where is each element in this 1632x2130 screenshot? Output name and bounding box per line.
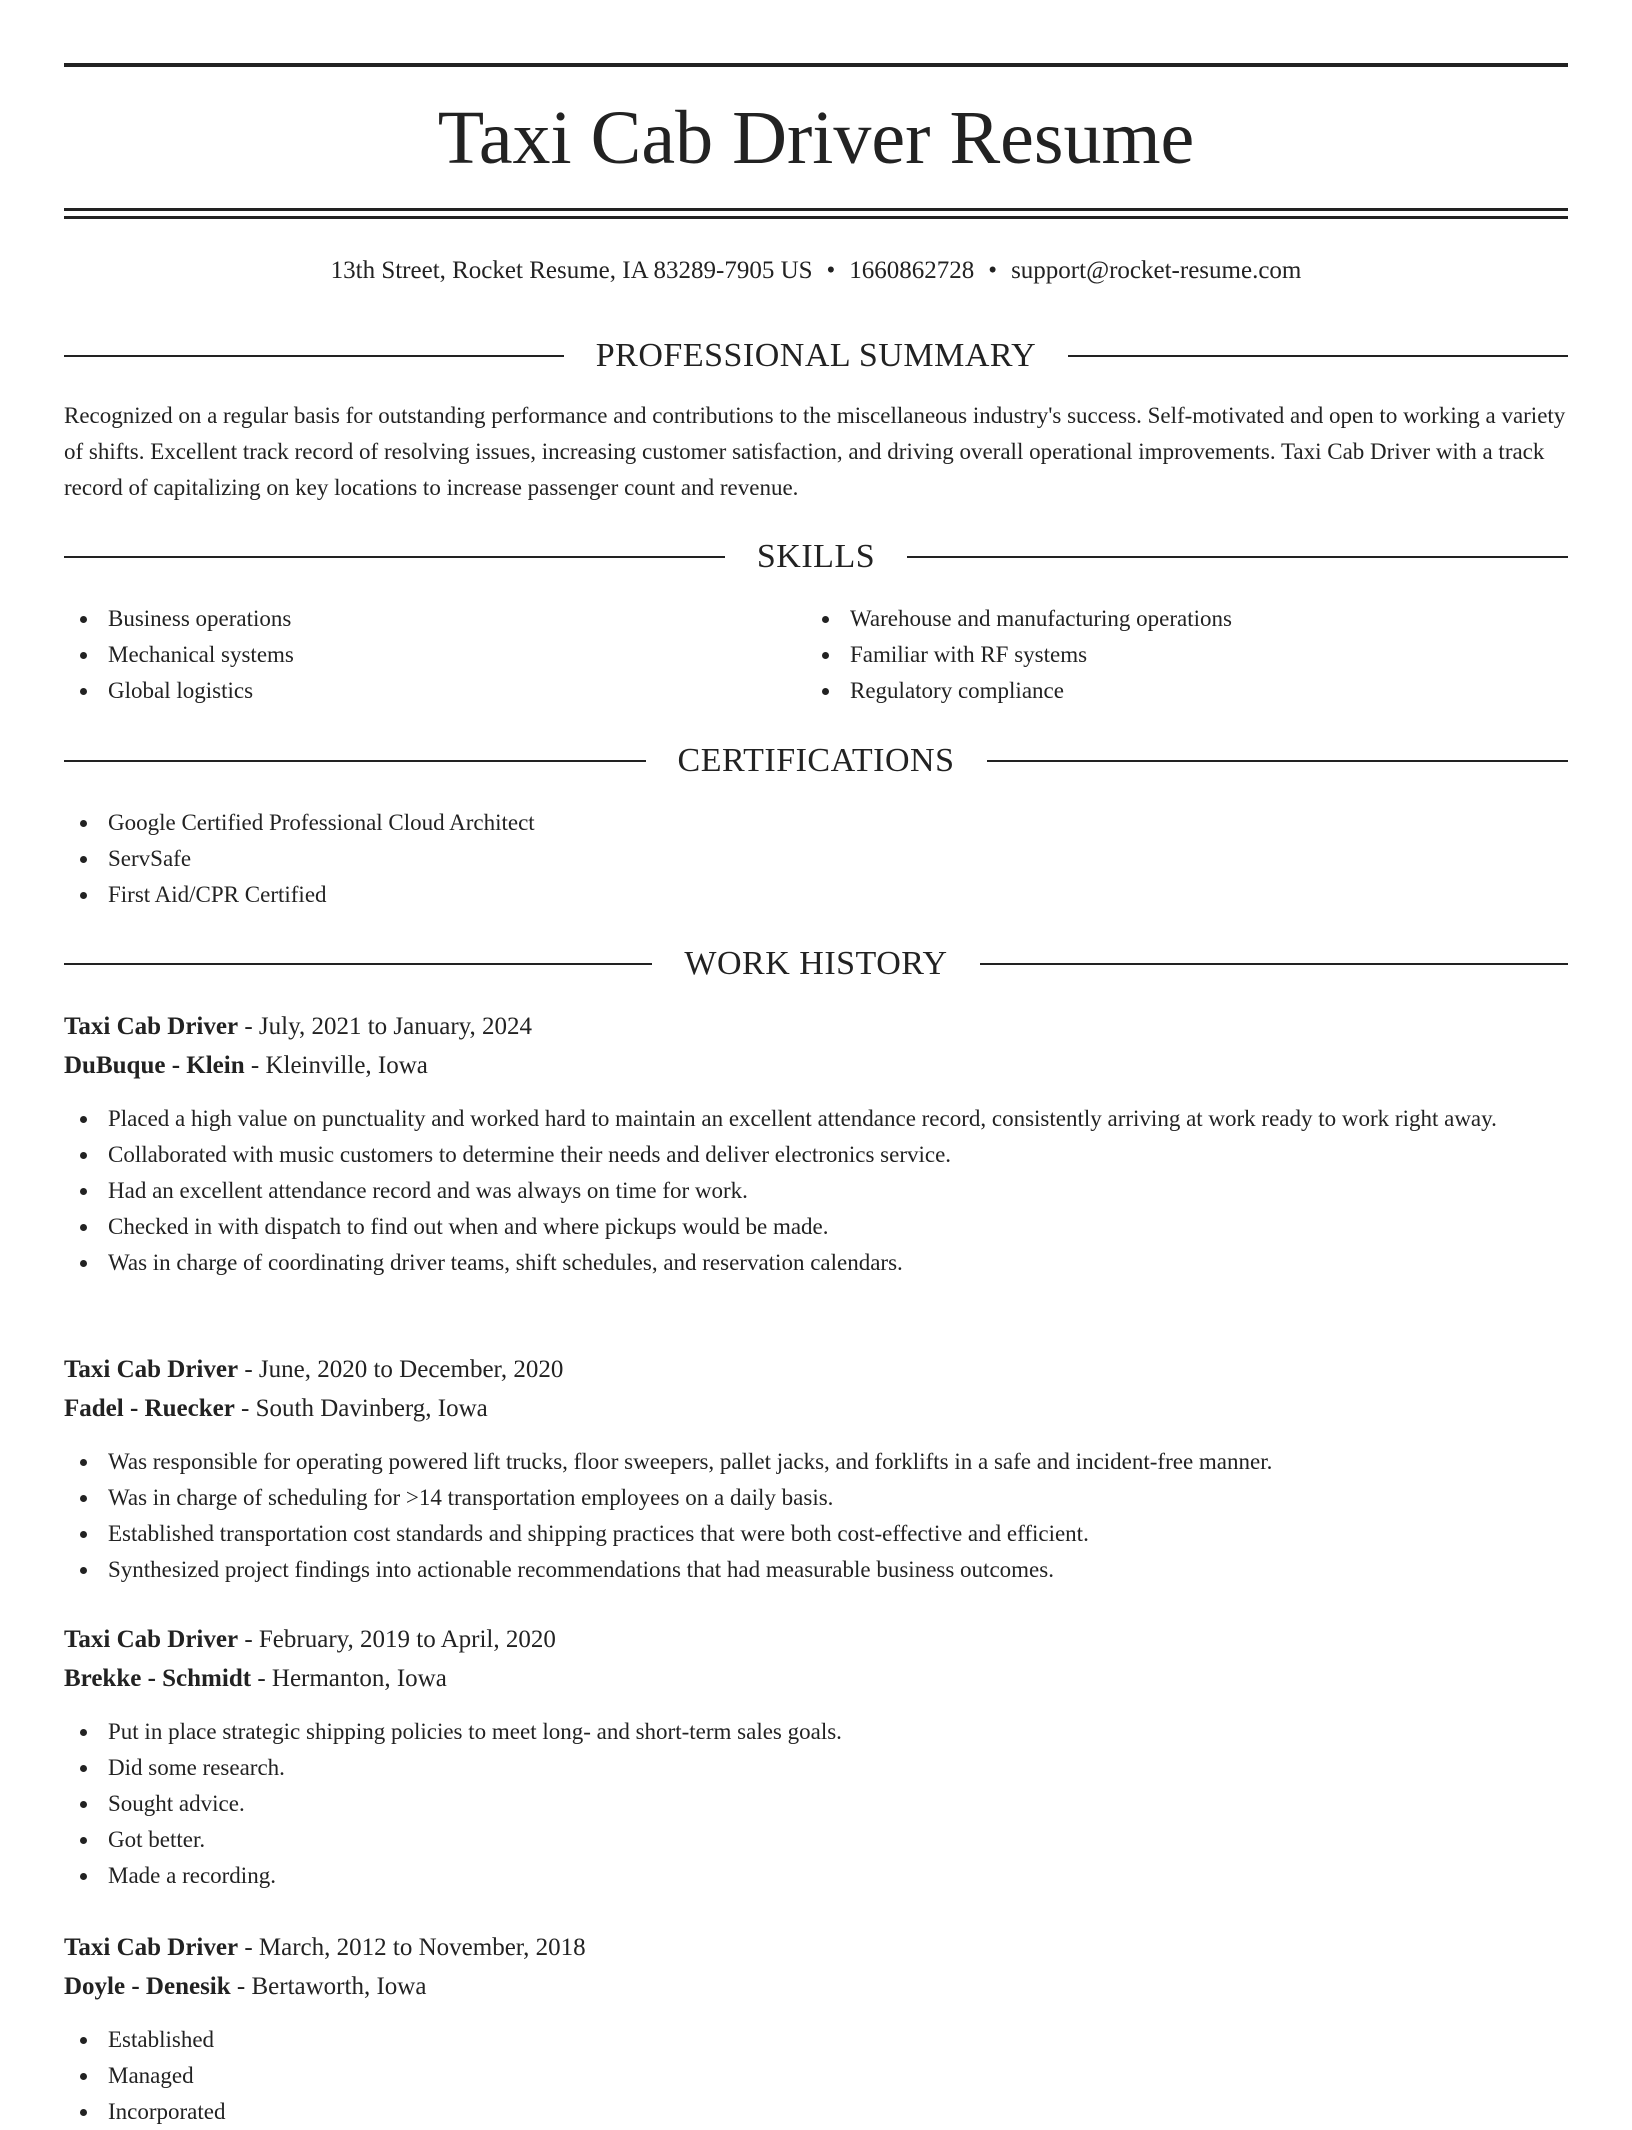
section-header-certifications: [64, 739, 1568, 783]
job-title: Taxi Cab Driver: [64, 1934, 239, 1961]
job-company: Fadel - Ruecker: [64, 1395, 235, 1422]
divider-line: [987, 760, 1569, 762]
title-rule-upper: [64, 208, 1568, 211]
job-bullet: Was in charge of coordinating driver teams, shift schedules, and reservation calendars.: [64, 1245, 1568, 1281]
job-company: Doyle - Denesik: [64, 1973, 231, 2000]
contact-address: 13th Street, Rocket Resume, IA 83289-7905 US: [330, 257, 813, 284]
skill-item: Business operations: [64, 601, 804, 637]
section-title-skills: SKILLS: [756, 538, 876, 575]
certifications-list: [64, 805, 1568, 913]
job-company-line: Fadel - Ruecker - South Davinberg, Iowa: [64, 1395, 488, 1422]
contact-line: [64, 254, 1568, 288]
job-bullet: Established: [64, 2022, 1568, 2058]
job-title-line: Taxi Cab Driver - June, 2020 to December, 2020: [64, 1356, 564, 1383]
job-bullet: Sought advice.: [64, 1786, 1568, 1822]
job-bullets: [64, 1714, 1568, 1894]
skill-item: Warehouse and manufacturing operations: [806, 601, 1566, 637]
job-location: Hermanton, Iowa: [271, 1665, 447, 1692]
job-bullet: Collaborated with music customers to determine their needs and deliver electronics service.: [64, 1137, 1568, 1173]
skills-list-left: [64, 601, 804, 709]
certification-item: First Aid/CPR Certified: [64, 877, 1568, 913]
contact-email: support@rocket-resume.com: [1011, 257, 1302, 284]
job-bullet: Established transportation cost standards and shipping practices that were both cost-effective and efficient.: [64, 1516, 1568, 1552]
job-bullet: Checked in with dispatch to find out when and where pickups would be made.: [64, 1209, 1568, 1245]
contact-separator: •: [988, 257, 998, 284]
skill-item: Regulatory compliance: [806, 673, 1566, 709]
job-bullet: Had an excellent attendance record and was always on time for work.: [64, 1173, 1568, 1209]
job-company: DuBuque - Klein: [64, 1052, 245, 1079]
skill-item: Global logistics: [64, 673, 804, 709]
section-header-work: [64, 942, 1568, 986]
job-dates: June, 2020 to December, 2020: [258, 1356, 564, 1383]
job-bullet: Managed: [64, 2058, 1568, 2094]
contact-phone: 1660862728: [849, 257, 975, 284]
section-title-summary: PROFESSIONAL SUMMARY: [595, 337, 1037, 374]
section-header-skills: [64, 535, 1568, 579]
skill-item: Familiar with RF systems: [806, 637, 1566, 673]
job-title-line: Taxi Cab Driver - March, 2012 to November, 2018: [64, 1934, 586, 1961]
divider-line: [907, 556, 1568, 558]
section-header-summary: [64, 334, 1568, 378]
job-company: Brekke - Schmidt: [64, 1665, 252, 1692]
job-bullet: Was in charge of scheduling for >14 transportation employees on a daily basis.: [64, 1480, 1568, 1516]
skill-item: Mechanical systems: [64, 637, 804, 673]
job-title-line: Taxi Cab Driver - July, 2021 to January, 2024: [64, 1013, 533, 1040]
job-bullet: Did some research.: [64, 1750, 1568, 1786]
job-bullet: Made a recording.: [64, 1858, 1568, 1894]
job-dates: February, 2019 to April, 2020: [258, 1626, 556, 1653]
divider-line: [64, 963, 652, 965]
job-location: Kleinville, Iowa: [265, 1052, 428, 1079]
job-bullet: Was responsible for operating powered lift trucks, floor sweepers, pallet jacks, and forklifts in a safe and incident-free manner.: [64, 1444, 1568, 1480]
job-dates: March, 2012 to November, 2018: [258, 1934, 586, 1961]
title-rule-lower: [64, 216, 1568, 219]
summary-text: Recognized on a regular basis for outstanding performance and contributions to the miscellaneous industry's success. Self-motivated and open to working a variety of shifts. Excellent track record of resolving issues, increasing customer satisfaction, and driving overall operational improvements. Taxi Cab Driver with a track record of capitalizing on key locations to increase passenger count and revenue.: [64, 403, 1566, 500]
divider-line: [64, 556, 725, 558]
job-company-line: Brekke - Schmidt - Hermanton, Iowa: [64, 1665, 447, 1692]
job-bullets: [64, 1444, 1568, 1588]
job-company-line: DuBuque - Klein - Kleinville, Iowa: [64, 1052, 428, 1079]
divider-line: [64, 760, 646, 762]
job-title: Taxi Cab Driver: [64, 1356, 239, 1383]
job-dates: July, 2021 to January, 2024: [258, 1013, 533, 1040]
page-title: Taxi Cab Driver Resume: [437, 96, 1195, 180]
certification-item: Google Certified Professional Cloud Architect: [64, 805, 1568, 841]
job-title: Taxi Cab Driver: [64, 1013, 239, 1040]
job-title: Taxi Cab Driver: [64, 1626, 239, 1653]
job-bullet: Placed a high value on punctuality and worked hard to maintain an excellent attendance record, consistently arriving at work ready to work right away.: [64, 1101, 1568, 1137]
job-title-line: Taxi Cab Driver - February, 2019 to April, 2020: [64, 1626, 556, 1653]
divider-line: [1068, 355, 1568, 357]
job-location: South Davinberg, Iowa: [255, 1395, 488, 1422]
job-company-line: Doyle - Denesik - Bertaworth, Iowa: [64, 1973, 427, 2000]
contact-separator: •: [826, 257, 836, 284]
section-title-certifications: CERTIFICATIONS: [677, 742, 955, 779]
skills-list-right: [806, 601, 1566, 709]
job-bullets: [64, 1101, 1568, 1281]
job-bullets: [64, 2022, 1568, 2130]
job-bullet: Incorporated: [64, 2094, 1568, 2130]
top-rule: [64, 63, 1568, 67]
section-title-work: WORK HISTORY: [684, 945, 948, 982]
job-bullet: Got better.: [64, 1822, 1568, 1858]
job-bullet: Put in place strategic shipping policies to meet long- and short-term sales goals.: [64, 1714, 1568, 1750]
job-location: Bertaworth, Iowa: [251, 1973, 427, 2000]
job-bullet: Synthesized project findings into actionable recommendations that had measurable business outcomes.: [64, 1552, 1568, 1588]
divider-line: [980, 963, 1568, 965]
divider-line: [64, 355, 564, 357]
certification-item: ServSafe: [64, 841, 1568, 877]
